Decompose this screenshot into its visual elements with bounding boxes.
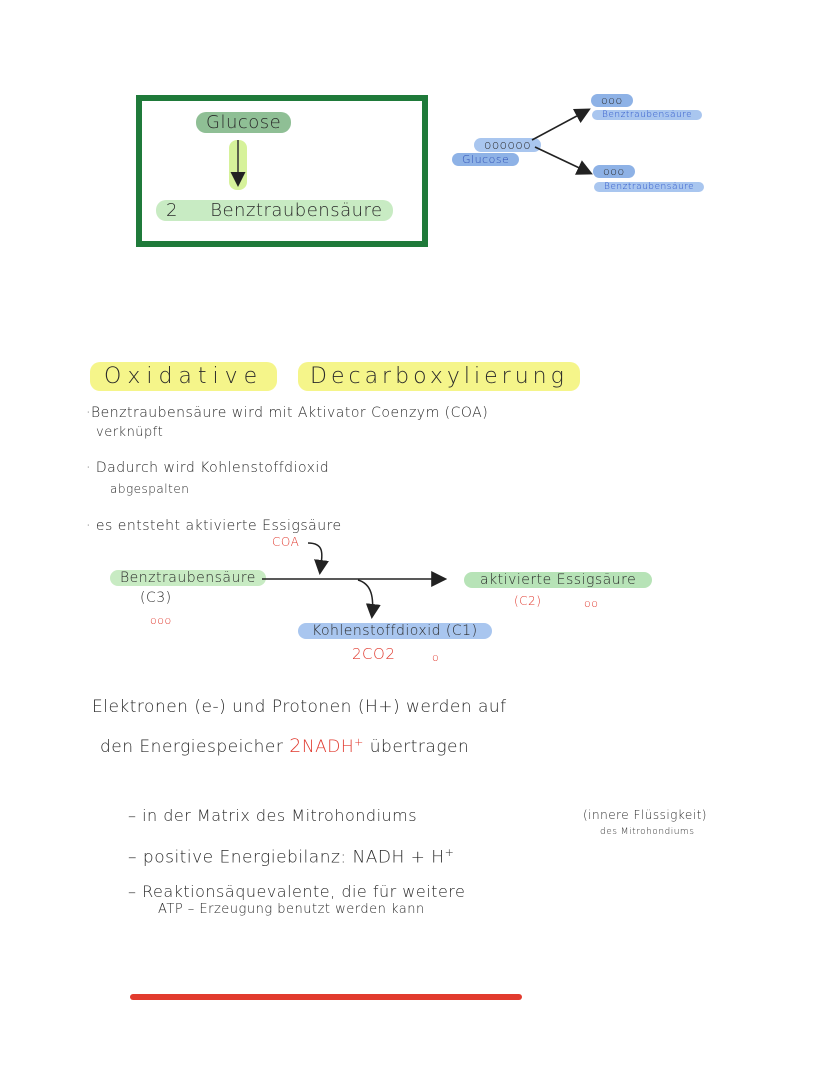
electrons-line1: Elektronen (e-) und Protonen (H+) werden auf bbox=[92, 697, 507, 717]
scheme-top-dots: ooo bbox=[591, 94, 633, 107]
scheme-bottom-dots: ooo bbox=[593, 165, 635, 178]
byproduct-label: Kohlenstoffdioxid (C1) bbox=[298, 623, 492, 639]
bullet-3-line1: · es entsteht aktivierte Essigsäure bbox=[86, 518, 342, 534]
scheme-chain: oooooo bbox=[474, 138, 541, 152]
product-dots: oo bbox=[584, 597, 599, 610]
title-oxidative: Oxidative bbox=[90, 362, 277, 391]
electrons-line2-start: den Energiespeicher bbox=[100, 737, 284, 757]
reactant-carbon: (C3) bbox=[140, 590, 172, 606]
point-3-line2: ATP – Erzeugung benutzt werden kann bbox=[158, 902, 425, 917]
byproduct-count: 2CO2 bbox=[352, 645, 396, 663]
nadh-sup: + bbox=[354, 735, 364, 749]
bullet-2-line2: abgespalten bbox=[110, 482, 190, 496]
point-1-note1: (innere Flüssigkeit) bbox=[583, 808, 707, 822]
product-count: 2 bbox=[166, 200, 178, 221]
coa-arrow bbox=[308, 543, 322, 572]
product-acetyl: aktivierte Essigsäure bbox=[464, 572, 652, 588]
scheme-arrow-down bbox=[535, 147, 590, 173]
scheme-top-label: Benztraubensäure bbox=[592, 110, 702, 120]
bullet-2-line1: · Dadurch wird Kohlenstoffdioxid bbox=[86, 460, 330, 476]
nadh-count: 2 bbox=[289, 735, 302, 757]
point-1-note2: des Mitrohondiums bbox=[600, 827, 695, 837]
scheme-arrow-up bbox=[532, 110, 588, 140]
bullet-1-line2: verknüpft bbox=[96, 425, 164, 440]
point-3-line1: – Reaktionsäquevalente, die für weitere bbox=[128, 882, 466, 901]
nadh-label: NADH bbox=[301, 737, 355, 757]
byproduct-dot: o bbox=[432, 651, 440, 664]
product-carbon: (C2) bbox=[514, 594, 542, 608]
bullet-1-line1: ·Benztraubensäure wird mit Aktivator Coenzym (COA) bbox=[86, 405, 489, 421]
reactant-label: Benztraubensäure bbox=[110, 570, 266, 586]
scheme-bottom-label: Benztraubensäure bbox=[594, 182, 704, 192]
co2-arrow bbox=[358, 580, 373, 616]
electrons-line2-end: übertragen bbox=[369, 737, 470, 757]
glucose-label: Glucose bbox=[196, 112, 291, 133]
reactant-dots: ooo bbox=[150, 614, 172, 627]
coa-label: COA bbox=[272, 535, 300, 549]
scheme-glucose: Glucose bbox=[452, 153, 519, 166]
title-decarboxylierung: Decarboxylierung bbox=[298, 362, 580, 391]
point-1: – in der Matrix des Mitrohondiums bbox=[128, 806, 418, 825]
point-2-text: – positive Energiebilanz: NADH + H bbox=[128, 847, 445, 868]
product-name: Benztraubensäure bbox=[210, 200, 383, 221]
point-2-sup: + bbox=[444, 846, 455, 859]
